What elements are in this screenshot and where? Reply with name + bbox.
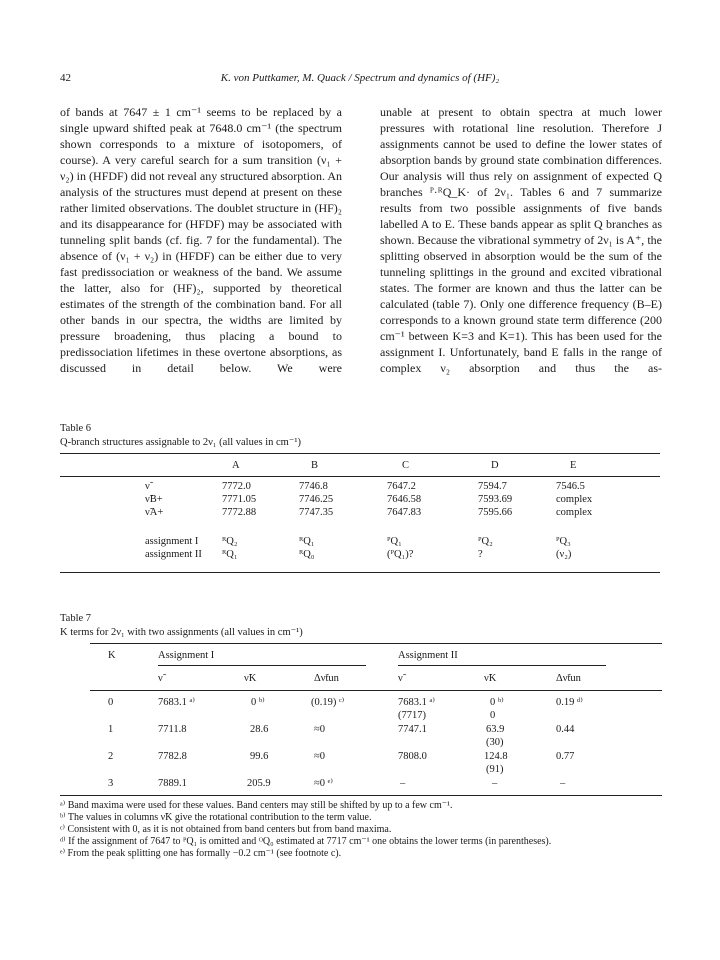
table7-sub-header: ν̃K: [484, 673, 497, 684]
table7-cell: 7782.8: [158, 751, 187, 762]
table7-cell: –: [560, 778, 566, 789]
table7-cell: ≈0 ᵉ⁾: [314, 778, 333, 789]
table7-cell: ≈0: [314, 724, 326, 735]
table6-cell: ᴿQ₁: [222, 549, 238, 560]
table7-sub-header: ν̃: [158, 673, 163, 684]
table7-cell: (0.19) ᶜ⁾: [311, 697, 345, 708]
table7-col-k: K: [108, 650, 116, 661]
table7-sub-header: ν̃K: [244, 673, 257, 684]
table7-cell-alt: (7717): [398, 710, 426, 721]
footnote: ᵈ⁾ If the assignment of 7647 to ᴾQ₁ is omitted and ᴼQ₀ estimated at 7717 cm⁻¹ one obtains the lower terms (in parentheses).: [60, 836, 552, 847]
table6-col-header: A: [232, 460, 240, 471]
table6-row-label: ν̃: [145, 481, 150, 492]
table7-group-rule: [158, 665, 366, 666]
table6-cell: 7746.25: [299, 494, 334, 505]
table6-cell: 7772.0: [222, 481, 251, 492]
body-column-left: [60, 104, 342, 376]
table7-cell-k: 1: [108, 724, 114, 735]
running-title: K. von Puttkamer, M. Quack / Spectrum and dynamics of (HF)₂: [220, 72, 500, 84]
table7-cell: 7683.1 ᵃ⁾: [398, 697, 435, 708]
table7-sub-header: Δν̃tun: [314, 673, 339, 684]
body-paragraph: of bands at 7647 ± 1 cm⁻¹ seems to be replaced by a single upward shifted peak at 7648.0 cm⁻¹ (the spectrum shown corresponds to a mixture of isotopomers, of course). A very careful search for a sum transition (ν₁ + ν₂) in (HFDF) did not reveal any structured absorption. An analysis of the structures must depend at present on these rather limited observations. The doublet structure in (HF)₂ and its disappearance for (HFDF) may be associated with tunneling split bands (cf. fig. 7 for the fundamental). The absence of (ν₁ + ν₂) in (HFDF) can be either due to very fast predissociation or weakness of the band. We assume the latter, also for (HF)₂, supported by theoretical estimates of the strength of the combination band. For all other bands in our spectra, the widths are limited by pressure broadening, thus placing a bound to predissociation lifetimes in these overtone absorptions, as discussed in detail below. We were: [60, 105, 342, 375]
table6-col-header: C: [402, 460, 410, 471]
table6-label: Table 6: [60, 423, 92, 434]
table6-cell: ᴿQ₀: [299, 549, 315, 560]
table6-cell: ᴿQ₂: [222, 536, 238, 547]
table7-cell-alt: 0: [490, 710, 496, 721]
table6-col-header: D: [491, 460, 499, 471]
table7-cell-k: 3: [108, 778, 114, 789]
table6-cell: 7595.66: [478, 507, 513, 518]
body-paragraph: unable at present to obtain spectra at much lower pressures with rotational line resolution. Therefore J assignments cannot be used to define the lower states of absorption bands by ground state combination differences. Our analysis will thus rely on assignment of expected Q branches ᴾ·ᴿQ_K· of 2ν₁. Tables 6 and 7 summarize results from two possible assignments of five bands labelled A to E. These bands appear as split Q branches as shown. Because the vibrational symmetry of 2ν₁ is A⁺, the splitting observed in absorption would be the sum of the tunneling splittings in the ground and excited vibrational states. The former are known and thus the latter can be calculated (table 7). Only one difference frequency (B–E) corresponds to a known ground state term difference (200 cm⁻¹ between K=3 and K=1). This has been used for the assignment I. Unfortunately, band E falls in the range of complex ν₂ absorption and thus the as-: [380, 105, 662, 375]
table7-caption: K terms for 2ν₁ with two assignments (all values in cm⁻¹): [60, 627, 303, 638]
table6-cell: complex: [556, 507, 593, 518]
table7-cell: 99.6: [250, 751, 269, 762]
table6-cell: (ν₂): [556, 549, 572, 560]
table7-label: Table 7: [60, 613, 92, 624]
table6-cell: 7746.8: [299, 481, 328, 492]
footnote: ᵉ⁾ From the peak splitting one has formally −0.2 cm⁻¹ (see footnote c).: [60, 848, 342, 859]
table7-group-header: Assignment I: [158, 650, 215, 661]
table7-cell-alt: (30): [486, 737, 504, 748]
table7-group-rule: [398, 665, 606, 666]
table6-cell: 7647.83: [387, 507, 422, 518]
table6-row-label: assignment II: [145, 549, 202, 560]
table7-cell: 7889.1: [158, 778, 187, 789]
footnote: ᵇ⁾ The values in columns ν̃K give the rotational contribution to the term value.: [60, 812, 372, 823]
page-header: [60, 72, 660, 88]
table6-cell: 7747.35: [299, 507, 334, 518]
table7-cell: 124.8: [484, 751, 508, 762]
table6-header-rule: [60, 476, 660, 477]
table7-caption-block: [60, 612, 303, 640]
body-column-right: [380, 104, 662, 376]
table7-cell: –: [400, 778, 406, 789]
table6-cell: 7646.58: [387, 494, 422, 505]
table6-row-label: assignment I: [145, 536, 199, 547]
table6-cell: 7593.69: [478, 494, 513, 505]
table7-cell: 63.9: [486, 724, 505, 735]
table7-cell: 7683.1 ᵃ⁾: [158, 697, 195, 708]
table7-cell: 7711.8: [158, 724, 187, 735]
table7-footnotes: [60, 800, 660, 860]
table7-cell: 0 ᵇ⁾: [490, 697, 504, 708]
table7-top-rule: [90, 643, 662, 644]
table7-cell: 7747.1: [398, 724, 427, 735]
footnote: ᶜ⁾ Consistent with 0, as it is not obtained from band centers but from band maxima.: [60, 824, 392, 835]
footnote: ᵃ⁾ Band maxima were used for these values. Band centers may still be shifted by up to a few cm⁻¹.: [60, 800, 453, 811]
table7-cell: 0.44: [556, 724, 575, 735]
table6-cell: ᴾQ₃: [556, 536, 571, 547]
table6-cell: ᴿQ₁: [299, 536, 315, 547]
table6-cell: ᴾQ₂: [478, 536, 493, 547]
table7-header-rule: [90, 690, 662, 691]
table6-col-header: B: [311, 460, 319, 471]
table6-cell: 7771.05: [222, 494, 257, 505]
table7-cell-k: 2: [108, 751, 114, 762]
table7-cell: –: [492, 778, 498, 789]
table6-cell: 7594.7: [478, 481, 507, 492]
table7-cell-alt: (91): [486, 764, 504, 775]
table6-cell: (ᴾQ₁)?: [387, 549, 414, 560]
table7-cell-k: 0: [108, 697, 114, 708]
table7-cell: 0.77: [556, 751, 575, 762]
table7-cell: 0 ᵇ⁾: [251, 697, 265, 708]
table6-cell: 7546.5: [556, 481, 585, 492]
table7-cell: 28.6: [250, 724, 269, 735]
table7-cell: 0.19 ᵈ⁾: [556, 697, 583, 708]
table6-top-rule: [60, 453, 660, 454]
table7-sub-header: Δν̃tun: [556, 673, 581, 684]
table6-col-header: E: [570, 460, 577, 471]
table7-sub-header: ν̃: [398, 673, 403, 684]
table7-group-header: Assignment II: [398, 650, 458, 661]
table6-cell: ᴾQ₁: [387, 536, 402, 547]
table6-cell: ?: [478, 549, 483, 560]
table6-bottom-rule: [60, 572, 660, 573]
table6-caption: Q-branch structures assignable to 2ν₁ (all values in cm⁻¹): [60, 437, 302, 448]
table7-cell: 205.9: [247, 778, 271, 789]
table7-cell: ≈0: [314, 751, 326, 762]
table7-cell: 7808.0: [398, 751, 427, 762]
table7-bottom-rule: [60, 795, 662, 796]
table6-row-label: ν̃A+: [145, 507, 164, 518]
table6-cell: 7772.88: [222, 507, 257, 518]
table6-row-label: ν̃B+: [145, 494, 163, 505]
table6-cell: complex: [556, 494, 593, 505]
table6-caption-block: [60, 422, 301, 450]
page-number: 42: [60, 72, 71, 84]
table6-cell: 7647.2: [387, 481, 416, 492]
